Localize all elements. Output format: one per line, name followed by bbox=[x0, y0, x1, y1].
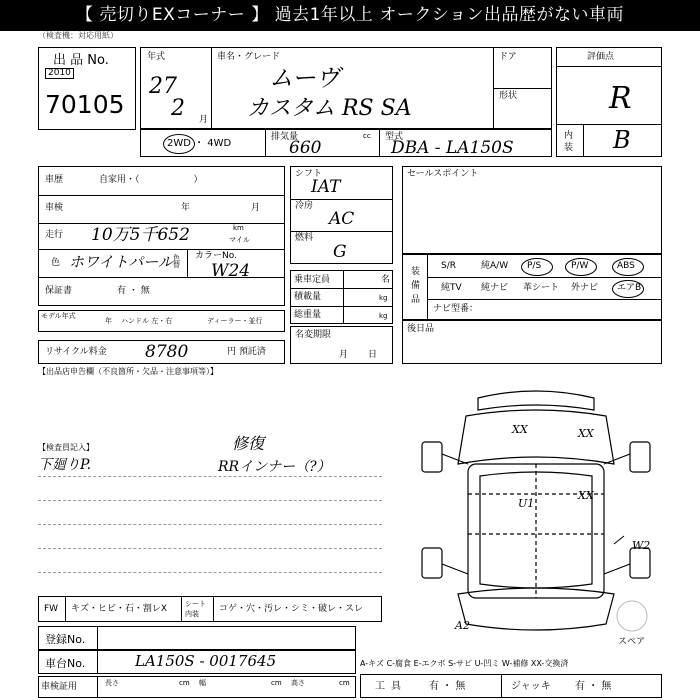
chassis-row bbox=[38, 650, 356, 674]
interior-label: 内 装 bbox=[564, 131, 574, 153]
ac-value: AC bbox=[329, 209, 355, 229]
mileage-value: 10万5千652 bbox=[91, 225, 190, 245]
warranty-label: 保証書 bbox=[45, 286, 73, 296]
equip-aw: 純A/W bbox=[481, 261, 509, 271]
color-value: ホワイトパール bbox=[69, 253, 173, 271]
drive-selected-circle bbox=[163, 134, 195, 154]
displacement-value: 660 bbox=[289, 138, 322, 158]
tools-row bbox=[360, 674, 662, 698]
dealer-options: ディーラー・並行 bbox=[207, 317, 263, 325]
post-date-label: 後日品 bbox=[407, 324, 435, 334]
cert-width: 幅 bbox=[199, 679, 206, 687]
mileage-unit-km: km bbox=[233, 224, 244, 232]
inspection-label: 車検 bbox=[45, 203, 64, 213]
model-year-label: モデル年式 bbox=[41, 312, 76, 320]
color-code: W24 bbox=[211, 261, 251, 281]
inspection-month-unit: 月 bbox=[251, 203, 261, 213]
lot-box bbox=[38, 47, 136, 130]
diagram-mark-xx-1: XX bbox=[512, 423, 528, 436]
damage-items: キズ・ヒビ・石・割レX bbox=[71, 604, 167, 614]
seat-label: シート内装 bbox=[185, 600, 206, 618]
diagram-mark-xx-3: XX bbox=[578, 489, 594, 502]
change-date-unit: 月日 bbox=[339, 350, 398, 360]
type-value: DBA - LA150S bbox=[391, 138, 514, 158]
diagram-mark-a2: A2 bbox=[455, 619, 470, 632]
diagram-mark-w2: W2 bbox=[632, 539, 651, 552]
history-label: 車歴 bbox=[45, 175, 64, 185]
year-model-box bbox=[140, 47, 552, 129]
shift-value: IAT bbox=[311, 177, 341, 197]
capacity-unit: 名 bbox=[381, 275, 391, 285]
model-name: ムーヴ bbox=[269, 64, 340, 92]
cert-row bbox=[38, 676, 356, 698]
spare-label: スペア bbox=[618, 637, 646, 647]
equip-ext-navi: 外ナビ bbox=[571, 283, 599, 293]
seller-note-label: 【出品店申告欄（不良箇所・欠品・注意事項等）】 bbox=[38, 367, 218, 376]
door-label: ドア bbox=[499, 52, 517, 62]
year-era: 27 bbox=[149, 74, 177, 99]
capacity-label: 乗車定員 bbox=[294, 275, 331, 285]
change-date-block bbox=[290, 326, 398, 364]
drive-row bbox=[140, 129, 552, 157]
ac-label: 冷房 bbox=[295, 201, 314, 211]
sales-point-label: セールスポイント bbox=[407, 169, 479, 179]
damage-legend: A-キズ C-腐食 E-エクボ S-サビ U-凹ミ W-補修 XX-交換済 bbox=[360, 659, 569, 668]
model-year-unit: 年 bbox=[105, 317, 112, 325]
equip-airbag: エアB bbox=[617, 283, 642, 293]
recycle-unit: 円 預託済 bbox=[227, 347, 266, 357]
jack-label: ジャッキ bbox=[511, 681, 551, 692]
color-label: 色 bbox=[51, 258, 61, 268]
capacity-block bbox=[290, 270, 393, 324]
fuel-label: 燃料 bbox=[295, 233, 314, 243]
model-year-row bbox=[38, 310, 285, 332]
cert-width-unit: cm bbox=[271, 679, 282, 687]
fuel-value: G bbox=[333, 242, 347, 262]
shift-block bbox=[290, 166, 393, 264]
car-diagram bbox=[408, 384, 664, 644]
lot-label: 出 品 No. bbox=[53, 53, 109, 68]
equip-sr: S/R bbox=[441, 261, 456, 271]
year-label: 年式 bbox=[147, 52, 166, 62]
equip-abs-circle bbox=[612, 258, 644, 276]
seat-items: コゲ・穴・汚レ・シミ・破レ・スレ bbox=[219, 604, 364, 614]
equip-ps-circle bbox=[521, 258, 553, 276]
diagram-mark-u1: U1 bbox=[518, 497, 535, 510]
history-options: 自家用・（ ） bbox=[99, 175, 203, 185]
registration-label: 登録No. bbox=[45, 633, 86, 646]
inspector-note-underbody: 下廻りP. bbox=[38, 457, 92, 473]
equipment-box bbox=[402, 254, 662, 320]
change-date-label: 名変期限 bbox=[295, 330, 332, 340]
damage-fw-label: FW bbox=[44, 604, 59, 614]
color-change-label: 色替 bbox=[173, 254, 180, 269]
inspection-year-unit: 年 bbox=[181, 203, 191, 213]
inspector-note-repair: 修復 bbox=[232, 434, 265, 453]
warranty-options: 有 ・ 無 bbox=[117, 286, 150, 296]
equip-airbag-circle bbox=[612, 280, 644, 298]
chassis-value: LA150S - 0017645 bbox=[135, 652, 277, 670]
tools-options: 有 ・ 無 bbox=[429, 681, 466, 692]
weight-label: 総重量 bbox=[294, 310, 322, 320]
equip-pw: P/W bbox=[571, 261, 589, 271]
inspector-note-inner: RRインナー（?） bbox=[218, 459, 331, 475]
load-label: 積載量 bbox=[294, 292, 322, 302]
equipment-label: 装備品 bbox=[411, 267, 421, 305]
equip-navi: 純ナビ bbox=[481, 283, 509, 293]
year-month-unit: 月 bbox=[199, 115, 209, 125]
tools-label: 工具 bbox=[375, 681, 407, 692]
type-label: 型式 bbox=[385, 132, 404, 142]
equip-ps: P/S bbox=[527, 261, 542, 271]
score-value: R bbox=[609, 81, 632, 116]
handle-options: ハンドル 左・右 bbox=[121, 317, 173, 325]
mileage-unit-mile: マイル bbox=[229, 236, 250, 244]
recycle-value: 8780 bbox=[145, 342, 189, 362]
weight-unit: kg bbox=[379, 312, 388, 320]
inspector-label: 【検査員記入】 bbox=[38, 443, 94, 452]
displacement-unit: cc bbox=[363, 132, 371, 140]
cert-height-unit: cm bbox=[339, 679, 350, 687]
sales-point-box bbox=[402, 166, 662, 254]
cert-length-unit: cm bbox=[179, 679, 190, 687]
diagram-mark-xx-2: XX bbox=[578, 427, 594, 440]
post-date-box bbox=[402, 320, 662, 364]
color-code-label: カラーNo. bbox=[195, 251, 237, 261]
equip-pw-circle bbox=[565, 258, 597, 276]
equip-tv: 純TV bbox=[441, 283, 462, 293]
drive-options: 2WD ・ 4WD bbox=[167, 138, 232, 149]
shift-label: シフト bbox=[295, 169, 323, 179]
recycle-label: リサイクル料金 bbox=[45, 347, 107, 357]
history-block bbox=[38, 166, 285, 306]
cert-height: 高さ bbox=[291, 679, 305, 687]
score-box bbox=[556, 47, 662, 157]
score-label: 評価点 bbox=[587, 52, 615, 62]
cert-length: 長さ bbox=[105, 679, 119, 687]
recycle-row bbox=[38, 340, 285, 364]
damage-row bbox=[38, 596, 382, 622]
year-month: 2 bbox=[171, 96, 185, 121]
lot-year-badge: 2010 bbox=[45, 68, 74, 79]
displacement-label: 排気量 bbox=[271, 132, 299, 142]
equip-abs: ABS bbox=[617, 261, 635, 271]
interior-value: B bbox=[613, 126, 631, 154]
lot-number: 70105 bbox=[45, 90, 125, 119]
model-label: 車名・グレード bbox=[217, 52, 281, 62]
shape-label: 形状 bbox=[499, 91, 518, 101]
navi-model-label: ナビ型番： bbox=[433, 304, 479, 314]
mileage-label: 走行 bbox=[45, 230, 64, 240]
registration-row bbox=[38, 626, 356, 650]
load-unit: kg bbox=[379, 294, 388, 302]
chassis-label: 車台No. bbox=[45, 657, 86, 670]
equip-leather: 革シート bbox=[523, 283, 560, 293]
jack-options: 有 ・ 無 bbox=[575, 681, 612, 692]
model-grade: カスタム RS SA bbox=[247, 96, 412, 121]
cert-label: 車検証用 bbox=[41, 682, 78, 692]
banner-title: 【 売切りEXコーナー 】 過去1年以上 オークション出品歴がない車両 bbox=[0, 0, 700, 31]
subheader: （検査機：対応用紙） bbox=[38, 31, 118, 40]
